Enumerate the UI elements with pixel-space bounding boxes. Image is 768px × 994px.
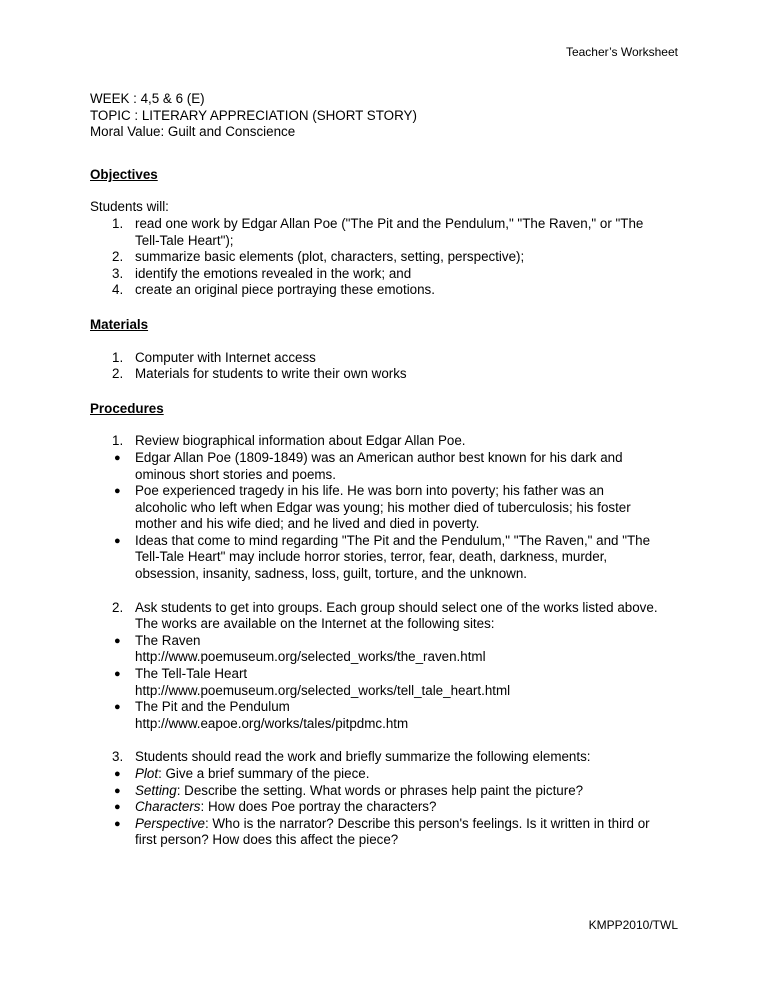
item-text: create an original piece portraying these emotions.: [135, 282, 435, 298]
bullet-text: obsession, insanity, sadness, loss, guilt, torture, and the unknown.: [135, 566, 528, 582]
bullet-item: [90, 633, 690, 666]
element-term: Setting: [135, 782, 177, 798]
step-text: Review biographical information about Edgar Allan Poe.: [135, 433, 466, 449]
procedures-heading: Procedures: [90, 400, 164, 416]
bullet-dot-icon: ●: [114, 784, 121, 797]
list-item: [90, 249, 690, 266]
step-text: Ask students to get into groups. Each group should select one of the works listed above.: [135, 599, 658, 615]
bullet-text: [135, 783, 690, 800]
objectives-heading: Objectives: [90, 166, 158, 182]
bullet-dot-icon: ●: [114, 701, 121, 714]
procedure-step: [90, 600, 690, 633]
item-number: 1.: [112, 215, 124, 231]
materials-heading: Materials: [90, 316, 149, 332]
bullet-dot-icon: ●: [114, 801, 121, 814]
work-url: http://www.eapoe.org/works/tales/pitpdmc.htm: [135, 715, 409, 731]
element-term: Characters: [135, 799, 201, 815]
bullet-item: [90, 533, 690, 583]
list-item: [90, 216, 690, 249]
list-item: [90, 350, 690, 367]
procedure-step: [90, 433, 690, 450]
element-description: : How does Poe portray the characters?: [200, 799, 437, 815]
list-item: [90, 282, 690, 299]
bullet-dot-icon: ●: [114, 451, 121, 464]
page-header: Teacher’s Worksheet: [565, 45, 678, 59]
item-number: 2.: [112, 249, 124, 265]
topic-line: TOPIC : LITERARY APPRECIATION (SHORT STORY): [90, 107, 417, 123]
work-url: http://www.poemuseum.org/selected_works/tell_tale_heart.html: [135, 682, 511, 698]
page-footer: KMPP2010/TWL: [588, 918, 678, 932]
bullet-dot-icon: ●: [114, 485, 121, 498]
spacer: [90, 583, 690, 600]
bullet-text: Poe experienced tragedy in his life. He was born into poverty; his father was an: [135, 483, 604, 499]
bullet-item: [90, 450, 690, 483]
item-number: 3.: [112, 265, 124, 281]
step-number: 2.: [112, 599, 124, 615]
bullet-dot-icon: ●: [114, 668, 121, 681]
list-item: [90, 366, 690, 383]
bullet-text: Edgar Allan Poe (1809-1849) was an American author best known for his dark and: [135, 449, 623, 465]
bullet-item: [90, 816, 690, 849]
spacer: [90, 732, 690, 749]
step-text: The works are available on the Internet at the following sites:: [135, 616, 495, 632]
bullet-text: Tell-Tale Heart" may include horror stories, terror, fear, death, darkness, murder,: [135, 549, 608, 565]
bullet-text: [135, 799, 690, 816]
procedure-step: [90, 749, 690, 766]
bullet-text: ominous short stories and poems.: [135, 466, 336, 482]
work-title: The Tell-Tale Heart: [135, 666, 248, 682]
item-text: read one work by Edgar Allan Poe ("The Pit and the Pendulum," "The Raven," or "The: [135, 215, 644, 231]
bullet-item: [90, 699, 690, 732]
step-text: Students should read the work and briefly summarize the following elements:: [135, 749, 591, 765]
bullet-dot-icon: ●: [114, 817, 121, 830]
element-description: : Who is the narrator? Describe this person's feelings. Is it written in third or: [204, 815, 650, 831]
step-number: 1.: [112, 433, 124, 449]
bullet-item: [90, 783, 690, 800]
objectives-intro: Students will:: [90, 199, 169, 215]
week-line: WEEK : 4,5 & 6 (E): [90, 91, 205, 106]
bullet-item: [90, 766, 690, 783]
element-description: : Describe the setting. What words or phrases help paint the picture?: [176, 782, 584, 798]
moral-value-line: Moral Value: Guilt and Conscience: [90, 124, 296, 140]
bullet-dot-icon: ●: [114, 768, 121, 780]
work-title: The Pit and the Pendulum: [135, 699, 290, 715]
item-text: Tell-Tale Heart");: [135, 232, 234, 248]
procedures-list: [90, 433, 690, 849]
item-number: 2.: [112, 366, 124, 382]
bullet-dot-icon: ●: [114, 534, 121, 547]
objectives-list: [90, 216, 690, 299]
bullet-item: [90, 799, 690, 816]
materials-list: [90, 350, 690, 383]
element-term: Plot: [135, 766, 159, 781]
element-term: Perspective: [135, 815, 205, 831]
bullet-text: first person? How does this affect the piece?: [135, 832, 399, 848]
bullet-text: mother and his wife died; and he lived and died in poverty.: [135, 516, 480, 532]
bullet-item: [90, 483, 690, 533]
item-text: Materials for students to write their own works: [135, 366, 407, 382]
bullet-text: [135, 766, 690, 783]
item-text: Computer with Internet access: [135, 349, 316, 365]
worksheet-content: [90, 91, 690, 849]
item-number: 4.: [112, 282, 124, 298]
bullet-item: [90, 666, 690, 699]
list-item: [90, 266, 690, 283]
step-number: 3.: [112, 749, 124, 765]
work-url: http://www.poemuseum.org/selected_works/the_raven.html: [135, 649, 486, 665]
item-number: 1.: [112, 349, 124, 365]
bullet-text: alcoholic who left when Edgar was young; his mother died of tuberculosis; his foster: [135, 499, 631, 515]
item-text: identify the emotions revealed in the work; and: [135, 265, 412, 281]
bullet-text: [135, 816, 690, 833]
element-description: : Give a brief summary of the piece.: [158, 766, 370, 781]
item-text: summarize basic elements (plot, characters, setting, perspective);: [135, 249, 525, 265]
bullet-text: Ideas that come to mind regarding "The Pit and the Pendulum," "The Raven," and "The: [135, 532, 651, 548]
work-title: The Raven: [135, 632, 201, 648]
bullet-dot-icon: ●: [114, 634, 121, 647]
